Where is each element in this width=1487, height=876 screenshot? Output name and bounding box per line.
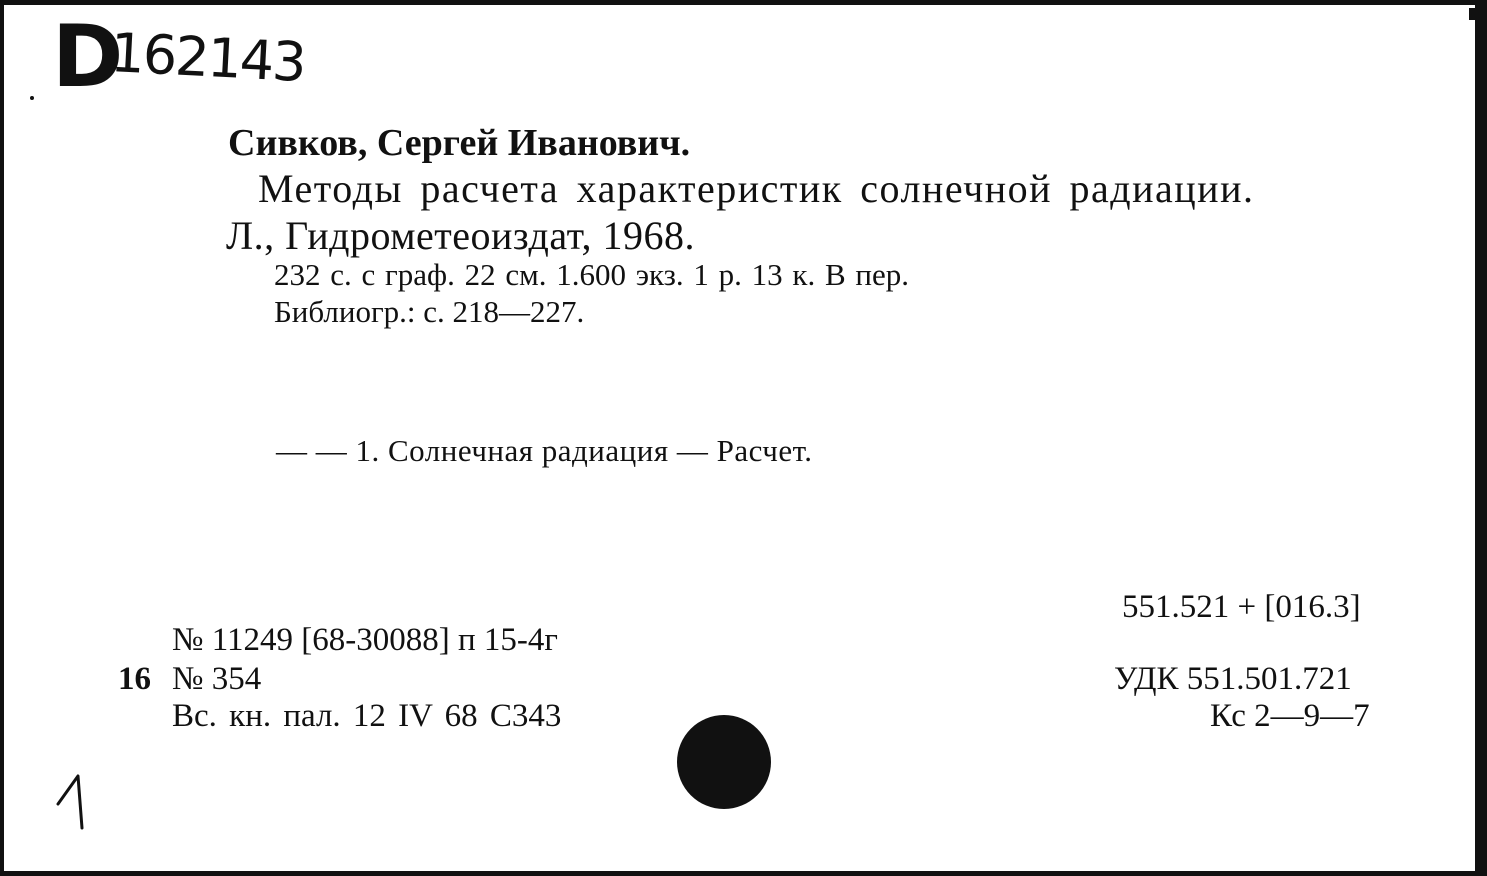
imprint-line: Л., Гидрометеоиздат, 1968. [226, 213, 696, 258]
ink-speck [30, 96, 34, 100]
subject-heading: — — 1. Солнечная радиация — Расчет. [276, 433, 813, 468]
card-border-bottom [0, 871, 1487, 876]
card-border-top [0, 0, 1487, 5]
handwritten-mark-1 [52, 772, 92, 837]
title-line-1: Методы расчета характеристик солнечной радиации. [258, 166, 1255, 211]
author-heading: Сивков, Сергей Иванович. [228, 122, 691, 164]
call-number-letter: D [52, 7, 122, 107]
card-border-left [0, 0, 4, 876]
card-border-right [1475, 0, 1487, 876]
call-number-digits: 162143 [108, 21, 307, 95]
kc-number: Кс 2—9—7 [1210, 698, 1370, 734]
collation-line: 232 с. с граф. 22 см. 1.600 экз. 1 р. 13 к. В пер. [274, 257, 909, 292]
inventory-line-2: № 354 [172, 661, 262, 697]
inventory-line-1: № 11249 [68-30088] п 15-4г [172, 622, 558, 658]
card-corner-notch [1469, 8, 1477, 20]
udk-number: УДК 551.501.721 [1114, 661, 1352, 697]
bibliography-note: Библиогр.: с. 218—227. [274, 294, 585, 329]
inventory-line-3: Вс. кн. пал. 12 IV 68 С343 [172, 698, 562, 734]
classification-number: 551.521 + [016.3] [1122, 589, 1361, 625]
punched-dot [677, 715, 771, 809]
inventory-line-2-prefix: 16 [118, 661, 151, 697]
